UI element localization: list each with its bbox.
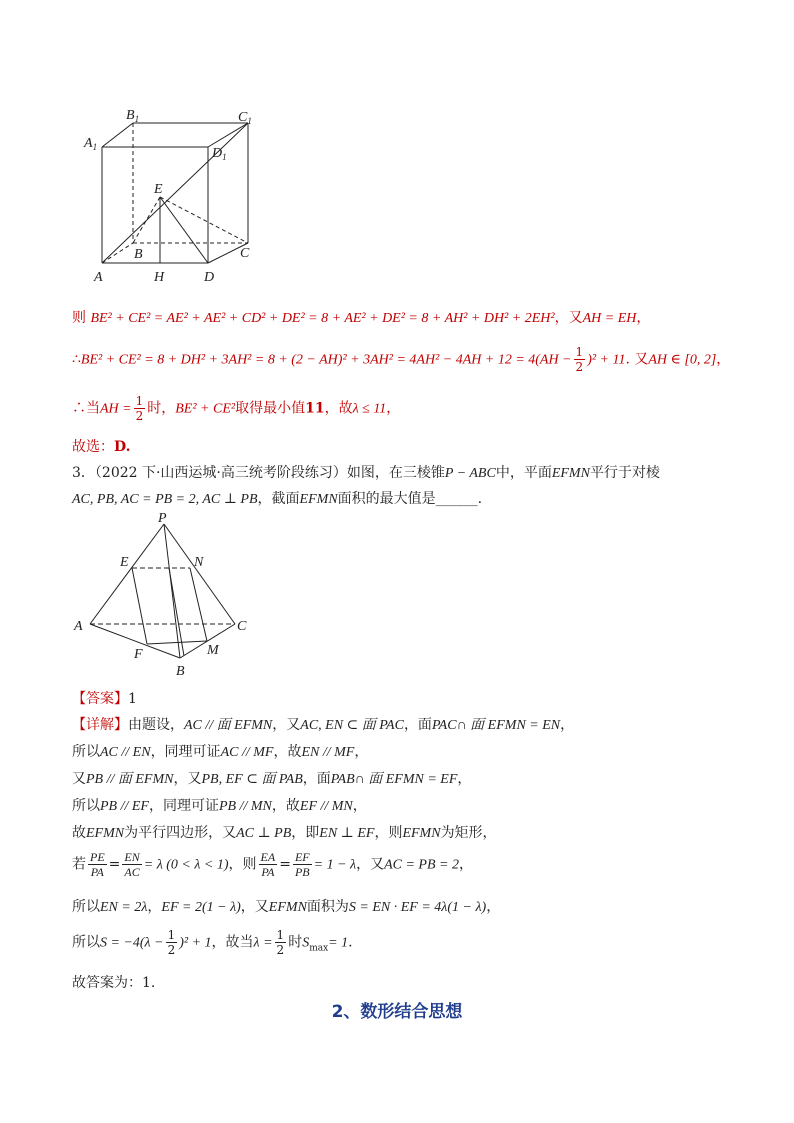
min-value: 11 xyxy=(305,400,325,417)
text: ，截面 xyxy=(257,491,300,507)
math: S = EN · EF = 4λ(1 − λ) xyxy=(348,900,487,915)
tetrahedron-figure xyxy=(70,510,260,680)
math: λ ≤ 11 xyxy=(352,401,387,417)
solution-line-2 xyxy=(72,345,730,374)
text: ， xyxy=(716,351,731,368)
math: EN // MF xyxy=(301,745,355,760)
solution-line-1 xyxy=(72,307,650,327)
text: 故答案为：1. xyxy=(72,975,156,991)
text: = xyxy=(279,856,291,873)
label-F: F xyxy=(134,647,143,662)
math: = 1 xyxy=(328,935,349,951)
text: ， xyxy=(354,744,369,760)
math: PB // MN xyxy=(219,799,272,814)
math: EFMN xyxy=(299,492,338,507)
math: EN = 2λ xyxy=(100,900,148,915)
text: ，面 xyxy=(302,771,331,787)
text: 时， xyxy=(147,400,176,417)
question-3-line-1 xyxy=(72,462,660,482)
math: AC, PB, AC = PB = 2, AC ⊥ PB xyxy=(72,492,258,507)
label-M: M xyxy=(207,643,219,658)
text: 由题设， xyxy=(128,717,184,733)
detail-label: 【详解】 xyxy=(72,717,128,733)
fraction: $\frac{1}{2}$ xyxy=(135,394,144,423)
math: PB, EF ⊂ 面 PAB xyxy=(201,772,303,787)
text: 取得最小值 xyxy=(235,400,306,417)
math: PB // 面 EFMN xyxy=(86,772,174,787)
text: ∴当 xyxy=(72,400,100,417)
label-A: A xyxy=(74,619,83,634)
fraction: $\frac{EF}{PB}$ xyxy=(294,850,310,879)
text: ，则 xyxy=(228,856,257,873)
fraction: $\frac{EN}{AC}$ xyxy=(124,850,140,879)
text: ，故 xyxy=(273,744,302,760)
text: ，同理可证 xyxy=(149,798,219,814)
math: AC // 面 EFMN xyxy=(184,718,273,733)
text: 所以 xyxy=(72,934,100,951)
detail-line-6 xyxy=(72,850,473,879)
text: ，又 xyxy=(554,310,583,326)
math: EF = 2(1 − λ) xyxy=(161,900,241,915)
detail-line-5 xyxy=(72,822,497,842)
text: ， xyxy=(486,899,501,915)
text: 若 xyxy=(72,856,86,873)
subscript: max xyxy=(309,943,329,954)
text: 为平行四边形，又 xyxy=(124,825,237,841)
math: = 1 − λ xyxy=(313,857,357,873)
text: 面积的最大值是______. xyxy=(337,491,483,507)
fraction: $\frac{1}{2}$ xyxy=(575,345,584,374)
label-C: C xyxy=(240,246,250,261)
label-C1: $C_1$ xyxy=(238,110,252,126)
text: 故 xyxy=(72,825,86,841)
text: ， xyxy=(352,798,367,814)
label-N: N xyxy=(194,555,204,570)
fraction: $\frac{PE}{PA}$ xyxy=(90,850,105,879)
math: EFMN xyxy=(551,466,590,481)
text: ，又 xyxy=(240,899,269,915)
math: AC // MF xyxy=(220,745,274,760)
math: = λ (0 < λ < 1) xyxy=(143,857,229,873)
text: 所以 xyxy=(72,744,100,760)
label-E: E xyxy=(120,555,129,570)
fraction: $\frac{1}{2}$ xyxy=(276,928,285,957)
math: AC // EN xyxy=(100,745,151,760)
text: ， xyxy=(386,400,401,417)
label-A: A xyxy=(94,270,103,285)
text: ，又 xyxy=(272,717,301,733)
label-B: B xyxy=(176,664,185,679)
label-D1: $D_1$ xyxy=(212,146,227,162)
detail-line-7 xyxy=(72,896,500,916)
text: ， xyxy=(636,310,651,326)
math: )² + 1 xyxy=(179,935,212,951)
text: 所以 xyxy=(72,798,100,814)
math: EFMN xyxy=(86,826,125,841)
label-B1: $B_1$ xyxy=(126,108,140,124)
text: ，又 xyxy=(173,771,202,787)
text: = xyxy=(108,856,121,873)
text: 所以 xyxy=(72,899,100,915)
text: 时 xyxy=(288,934,303,951)
text: 故选： xyxy=(72,439,114,455)
label-A1: $A_1$ xyxy=(84,136,98,152)
text: 中，平面 xyxy=(495,465,552,481)
detail-line-8 xyxy=(72,928,353,957)
math: AH = xyxy=(100,401,132,417)
text: 平行于对棱 xyxy=(589,465,660,481)
text: . 又 xyxy=(625,351,649,368)
math: EF // MN xyxy=(299,799,353,814)
text: ， xyxy=(560,717,575,733)
math: AC, EN ⊂ 面 PAC xyxy=(300,718,404,733)
text: 面积为 xyxy=(306,899,349,915)
label-E: E xyxy=(154,182,163,197)
math: AC ⊥ PB xyxy=(236,826,292,841)
answer-label: 【答案】 xyxy=(72,691,128,707)
math: EFMN xyxy=(402,826,441,841)
text: ∴ xyxy=(72,351,81,368)
solution-line-3 xyxy=(72,394,400,423)
answer-value: 1 xyxy=(128,691,137,707)
math: AC = PB = 2 xyxy=(384,857,459,873)
fraction: $\frac{1}{2}$ xyxy=(167,928,176,957)
text: . xyxy=(348,934,353,951)
text: ，面 xyxy=(403,717,432,733)
label-P: P xyxy=(158,511,167,526)
label-H: H xyxy=(154,270,165,285)
math: PAB∩ 面 EFMN = EF xyxy=(330,772,458,787)
math: EN ⊥ EF xyxy=(319,826,375,841)
section-heading: 2、数形结合思想 xyxy=(331,1002,463,1022)
text: ， xyxy=(458,856,473,873)
detail-line-1 xyxy=(72,714,574,734)
answer-letter: D. xyxy=(114,439,131,455)
math: AH = EH xyxy=(582,311,637,326)
text: ，故 xyxy=(271,798,300,814)
detail-line-9 xyxy=(72,972,155,992)
text: ， xyxy=(457,771,472,787)
text: ，故 xyxy=(324,400,353,417)
math: PAC∩ 面 EFMN = EN xyxy=(431,718,561,733)
cube-figure xyxy=(80,105,270,290)
detail-line-3 xyxy=(72,768,471,788)
math: BE² + CE² xyxy=(175,401,236,417)
math: EFMN xyxy=(268,900,307,915)
text: ，故当 xyxy=(211,934,254,951)
math: BE² + CE² = 8 + DH² + 3AH² = 8 + (2 − AH)² + 3AH² = 4AH² − 4AH + 12 = 4(AH − xyxy=(80,352,572,368)
math: S = −4(λ − xyxy=(100,935,164,951)
label-C: C xyxy=(237,619,247,634)
detail-line-4 xyxy=(72,795,367,815)
text: ，则 xyxy=(374,825,403,841)
question-3-line-2 xyxy=(72,488,482,508)
answer-line xyxy=(72,688,137,708)
detail-line-2 xyxy=(72,741,368,761)
label-B: B xyxy=(134,247,143,262)
math: PB // EF xyxy=(100,799,149,814)
choice-answer xyxy=(72,436,131,456)
fraction: $\frac{EA}{PA}$ xyxy=(260,850,276,879)
text: ，又 xyxy=(356,856,385,873)
math: P − ABC xyxy=(444,466,496,481)
math: )² + 11 xyxy=(587,352,626,368)
text: 则 xyxy=(72,310,86,326)
text: 又 xyxy=(72,771,86,787)
label-D: D xyxy=(204,270,215,285)
text: ，即 xyxy=(291,825,320,841)
text: 3．（2022 下·山西运城·高三统考阶段练习）如图，在三棱锥 xyxy=(72,465,445,481)
math: AH ∈ [0, 2] xyxy=(648,352,717,368)
math: S xyxy=(302,935,310,951)
text: ， xyxy=(147,899,162,915)
text: 为矩形， xyxy=(440,825,497,841)
text: ，同理可证 xyxy=(150,744,221,760)
math: BE² + CE² = AE² + AE² + CD² + DE² = 8 + AE² + DE² = 8 + AH² + DH² + 2EH² xyxy=(90,311,555,326)
math: λ = xyxy=(253,935,273,951)
